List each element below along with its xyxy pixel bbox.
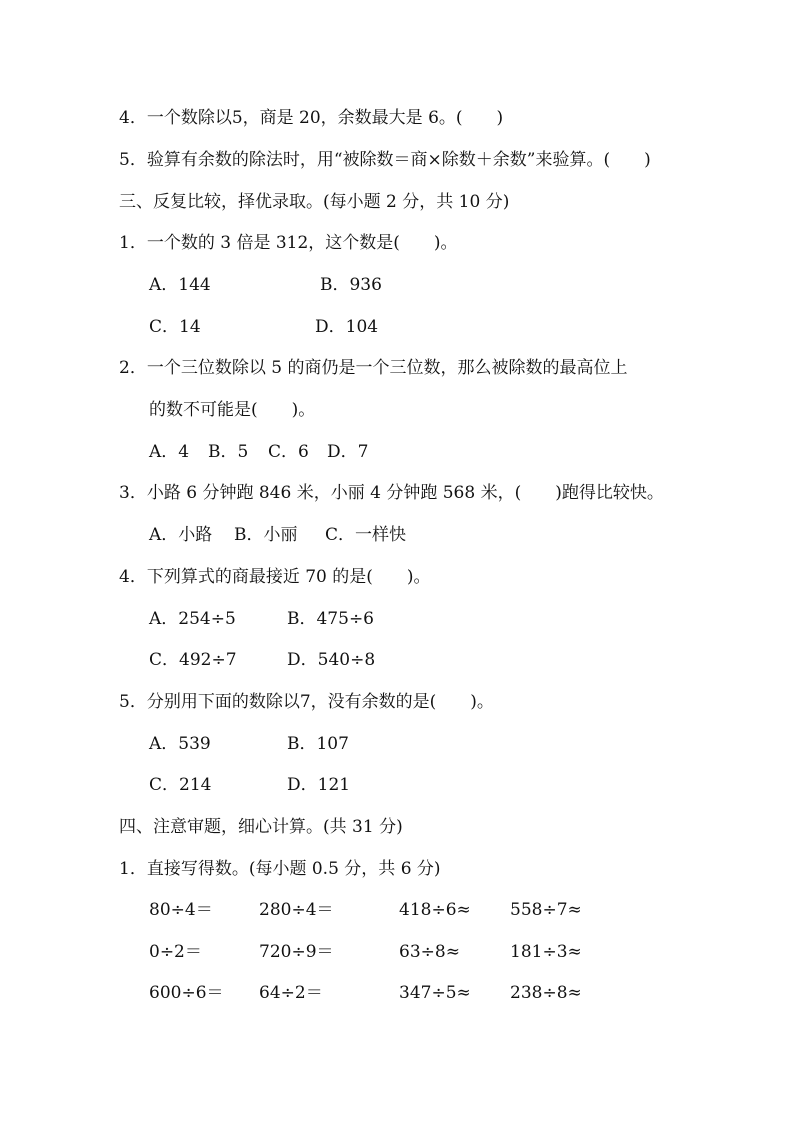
mc-question-2-line2: 的数不可能是( )。 [149, 400, 316, 420]
tf-question-5: 5．验算有余数的除法时，用“被除数＝商×除数＋余数”来验算。( ) [119, 150, 651, 170]
option-2a: A．4 [149, 442, 190, 462]
option-1c: C．14 [149, 317, 201, 337]
calc-item: 64÷2＝ [259, 983, 323, 1003]
option-5c: C．214 [149, 775, 212, 795]
calc-item: 418÷6≈ [399, 900, 471, 920]
option-1b: B．936 [320, 275, 382, 295]
section-3-title: 三、反复比较，择优录取。(每小题 2 分，共 10 分) [119, 192, 510, 212]
calc-item: 558÷7≈ [510, 900, 582, 920]
calc-question-1: 1．直接写得数。(每小题 0.5 分，共 6 分) [119, 859, 441, 879]
mc-question-4: 4．下列算式的商最接近 70 的是( )。 [119, 567, 431, 587]
option-2d: D．7 [327, 442, 369, 462]
calc-item: 181÷3≈ [510, 942, 582, 962]
option-2b: B．5 [208, 442, 249, 462]
option-4d: D．540÷8 [287, 650, 376, 670]
option-4b: B．475÷6 [287, 609, 375, 629]
option-3b: B．小丽 [234, 525, 298, 545]
option-1a: A．144 [149, 275, 211, 295]
option-4a: A．254÷5 [149, 609, 236, 629]
option-5b: B．107 [287, 734, 349, 754]
option-3a: A．小路 [149, 525, 213, 545]
mc-question-1: 1．一个数的 3 倍是 312，这个数是( )。 [119, 233, 458, 253]
option-3c: C．一样快 [325, 525, 407, 545]
option-5a: A．539 [149, 734, 211, 754]
calc-item: 720÷9＝ [259, 942, 334, 962]
tf-question-4: 4．一个数除以5，商是 20，余数最大是 6。( ) [119, 108, 504, 128]
mc-question-3: 3．小路 6 分钟跑 846 米，小丽 4 分钟跑 568 米，( )跑得比较快。 [119, 483, 664, 503]
calc-item: 80÷4＝ [149, 900, 213, 920]
option-1d: D．104 [315, 317, 379, 337]
calc-item: 600÷6＝ [149, 983, 224, 1003]
section-4-title: 四、注意审题，细心计算。(共 31 分) [119, 817, 403, 837]
calc-item: 63÷8≈ [399, 942, 460, 962]
option-4c: C．492÷7 [149, 650, 237, 670]
calc-item: 280÷4＝ [259, 900, 334, 920]
calc-item: 347÷5≈ [399, 983, 471, 1003]
mc-question-2-line1: 2．一个三位数除以 5 的商仍是一个三位数，那么被除数的最高位上 [119, 358, 628, 378]
option-5d: D．121 [287, 775, 351, 795]
option-2c: C．6 [268, 442, 309, 462]
calc-item: 238÷8≈ [510, 983, 582, 1003]
calc-item: 0÷2＝ [149, 942, 202, 962]
mc-question-5: 5．分别用下面的数除以7，没有余数的是( )。 [119, 692, 494, 712]
